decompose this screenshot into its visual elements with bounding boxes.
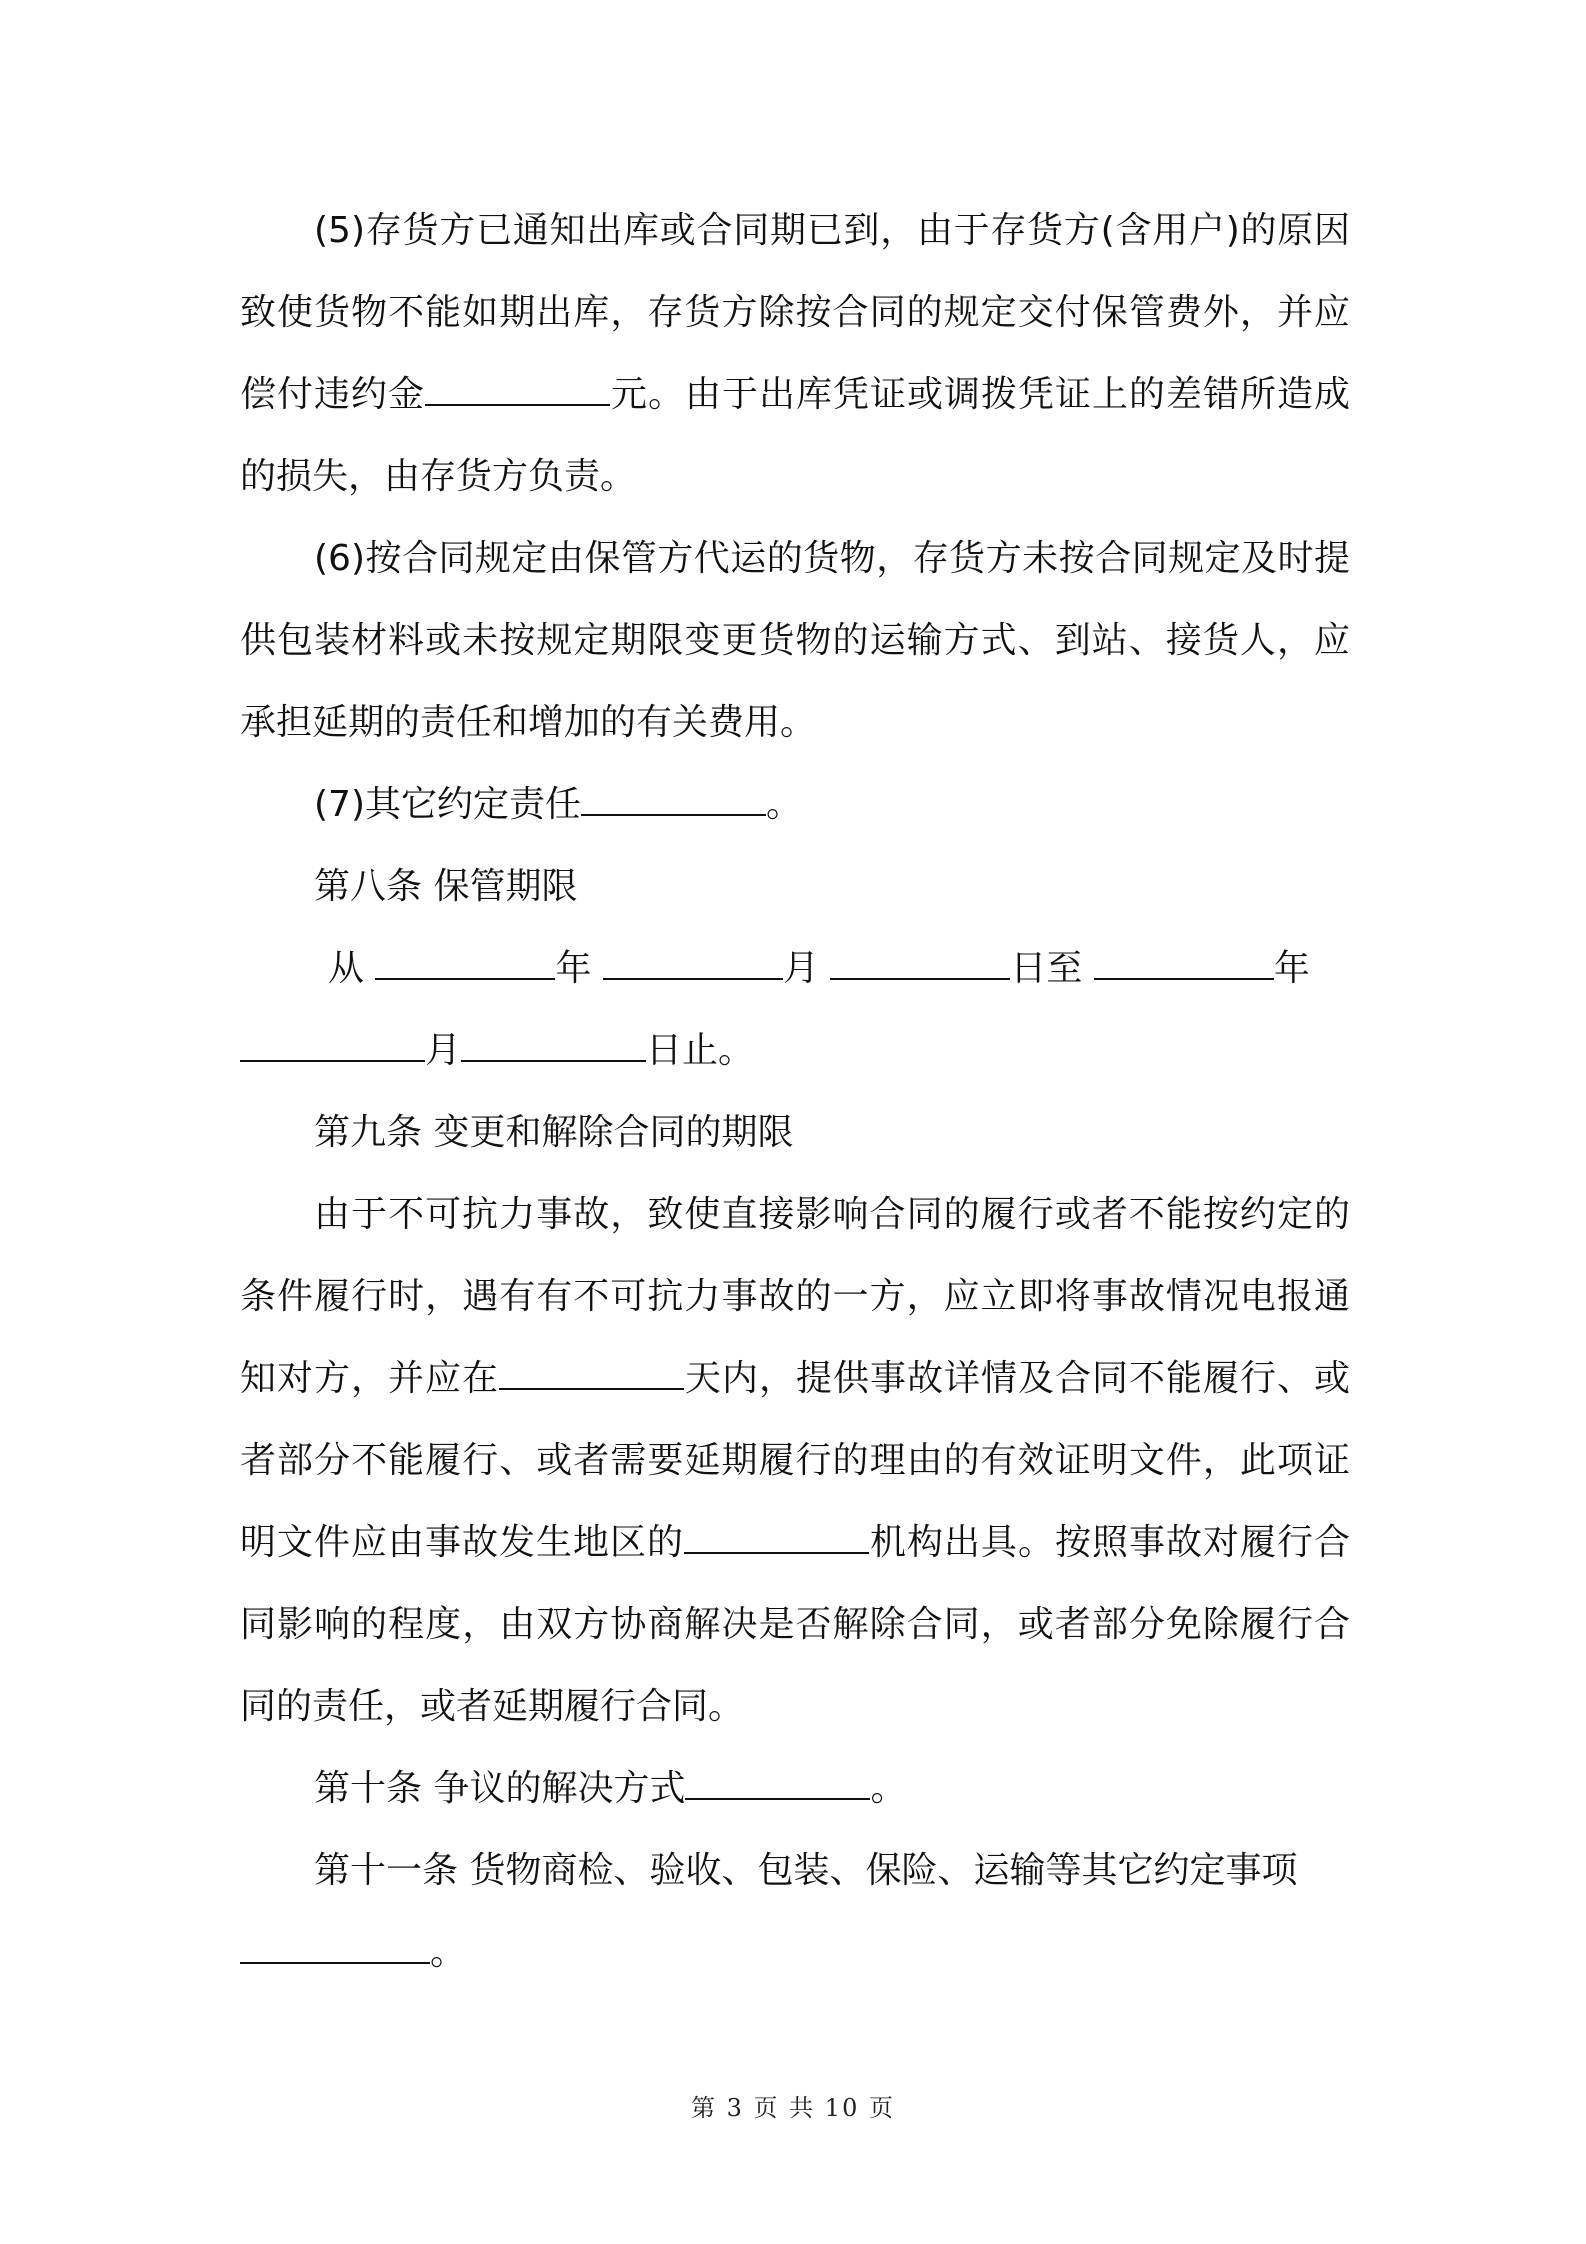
blank-start-year [375,950,555,980]
clause-7-text: (7)其它约定责任 [314,784,581,825]
article-9-text-b: 天内，提供事故详情及合同不能履行、或者部分不能履行、或者需要延期履行的理由的有效证明文件，此项证明文件应由事故发生地区的 [240,1358,1350,1563]
article-10-end: 。 [870,1768,907,1809]
blank-start-day [830,950,1010,980]
blank-dispute-resolution [685,1770,870,1800]
article-11-blank-line [240,1912,1350,1994]
clause-5-text-b: 元。由于出库凭证或调拨凭证上的差错所造成的损失，由存货方负责。 [240,374,1350,497]
blank-certifying-agency [684,1524,869,1554]
blank-other-liability [581,786,766,816]
period-year-label: 年 [555,948,592,989]
clause-7-end: 。 [766,784,803,825]
article-9-body [240,1174,1350,1748]
article-10 [240,1748,1350,1830]
period-end-day-label: 日止。 [646,1030,755,1071]
clause-7 [240,764,1350,846]
blank-end-day [461,1032,646,1062]
article-10-text: 第十条 争议的解决方式 [314,1768,686,1809]
page-footer: 第 3 页 共 10 页 [691,2094,895,2122]
period-from-label: 从 [328,948,365,989]
article-9-text-c: 机构出具。按照事故对履行合同影响的程度，由双方协商解决是否解除合同，或者部分免除履行合同的责任，或者延期履行合同。 [240,1522,1350,1727]
article-8-period-line-1 [240,928,1350,1010]
blank-start-month [603,950,783,980]
clause-6: (6)按合同规定由保管方代运的货物，存货方未按合同规定及时提供包装材料或未按规定期限变更货物的运输方式、到站、接货人，应承担延期的责任和增加的有关费用。 [240,538,1350,743]
article-11-title: 第十一条 货物商检、验收、包装、保险、运输等其它约定事项 [314,1850,1298,1891]
blank-end-month [240,1032,425,1062]
blank-other-matters [240,1934,430,1964]
article-9-title: 第九条 变更和解除合同的期限 [314,1112,794,1153]
blank-end-year [1094,950,1274,980]
period-end-year-label: 年 [1273,948,1310,989]
blank-notice-days [499,1360,684,1390]
blank-penalty-amount [425,376,610,406]
clause-5-text-a: (5)存货方已通知出库或合同期已到，由于存货方(含用户)的原因致使货物不能如期出库，存货方除按合同的规定交付保管费外，并应偿付违约金 [240,210,1350,415]
period-month-label: 月 [782,948,819,989]
period-day-to-label: 日至 [1010,948,1083,989]
article-9-text-a: 由于不可抗力事故，致使直接影响合同的履行或者不能按约定的条件履行时，遇有有不可抗力事故的一方，应立即将事故情况电报通知对方，并应在 [240,1194,1350,1399]
article-8-period-line-2 [240,1010,1350,1092]
document-body [240,190,1350,1994]
period-end-month-label: 月 [425,1030,462,1071]
article-8-title: 第八条 保管期限 [314,866,578,907]
clause-5 [240,190,1350,518]
article-11-end: 。 [430,1932,467,1973]
